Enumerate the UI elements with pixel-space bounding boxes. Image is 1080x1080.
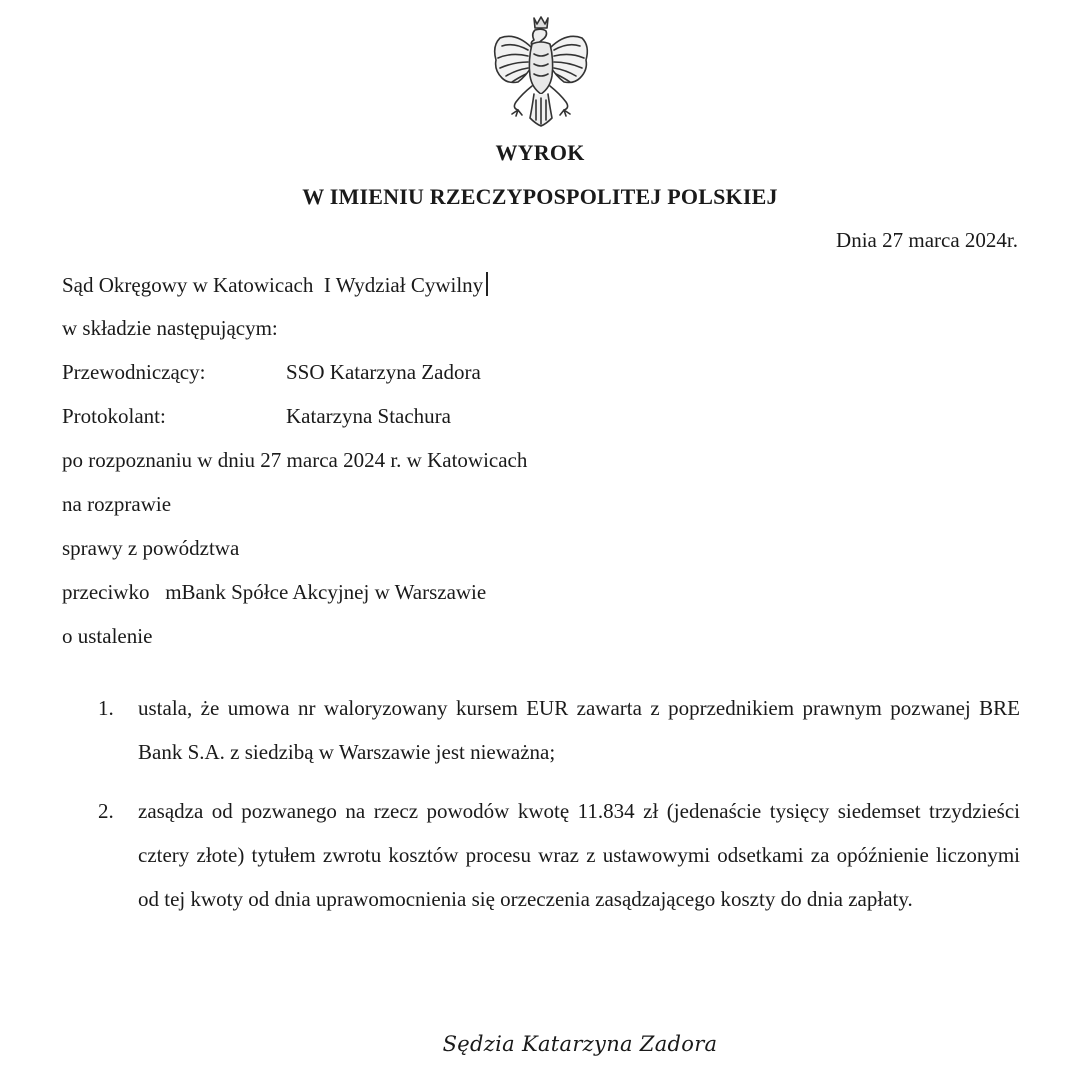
presiding-line <box>62 360 481 385</box>
subject-line: o ustalenie <box>62 624 153 648</box>
case-line: sprawy z powództwa <box>62 536 240 560</box>
polish-eagle-emblem-icon <box>486 14 596 130</box>
document-subtitle: W IMIENIU RZECZYPOSPOLITEJ POLSKIEJ <box>302 184 778 209</box>
document-title: WYROK <box>495 140 585 165</box>
ruling-number: 2. <box>98 799 114 823</box>
clerk-line <box>62 404 451 429</box>
court-name: Sąd Okręgowy w Katowicach I Wydział Cywilny <box>62 273 484 297</box>
composition-line: w składzie następującym: <box>62 316 278 340</box>
clerk-label: Protokolant: <box>62 404 166 428</box>
court-line <box>62 272 488 298</box>
ruling-number: 1. <box>98 696 114 720</box>
ruling-text: zasądza od pozwanego na rzecz powodów kwotę 11.834 zł (jedenaście tysięcy siedemset trzydzieści cztery złote) tytułem zwrotu kosztów procesu wraz z ustawowymi odsetkami za opóźnienie liczonymi od tej kwoty od dnia uprawomocnienia się orzeczenia zasądzającego koszty do dnia zapłaty. <box>138 799 1020 911</box>
ruling-text: ustala, że umowa nr waloryzowany kursem EUR zawarta z poprzednikiem prawnym pozwanej BRE Bank S.A. z siedzibą w Warszawie jest nieważna; <box>138 696 1020 764</box>
judge-signature: Sędzia Katarzyna Zadora <box>442 1032 718 1056</box>
against-line: przeciwko mBank Spółce Akcyjnej w Warszawie <box>62 580 487 604</box>
text-cursor <box>486 272 488 296</box>
ruling-item <box>98 789 1020 921</box>
session-line: na rozprawie <box>62 492 172 516</box>
clerk-name: Katarzyna Stachura <box>286 404 451 428</box>
presiding-label: Przewodniczący: <box>62 360 206 384</box>
presiding-judge: SSO Katarzyna Zadora <box>286 360 481 384</box>
hearing-line: po rozpoznaniu w dniu 27 marca 2024 r. w Katowicach <box>62 448 528 472</box>
judgment-date: Dnia 27 marca 2024r. <box>836 228 1018 252</box>
ruling-item <box>98 686 1020 774</box>
